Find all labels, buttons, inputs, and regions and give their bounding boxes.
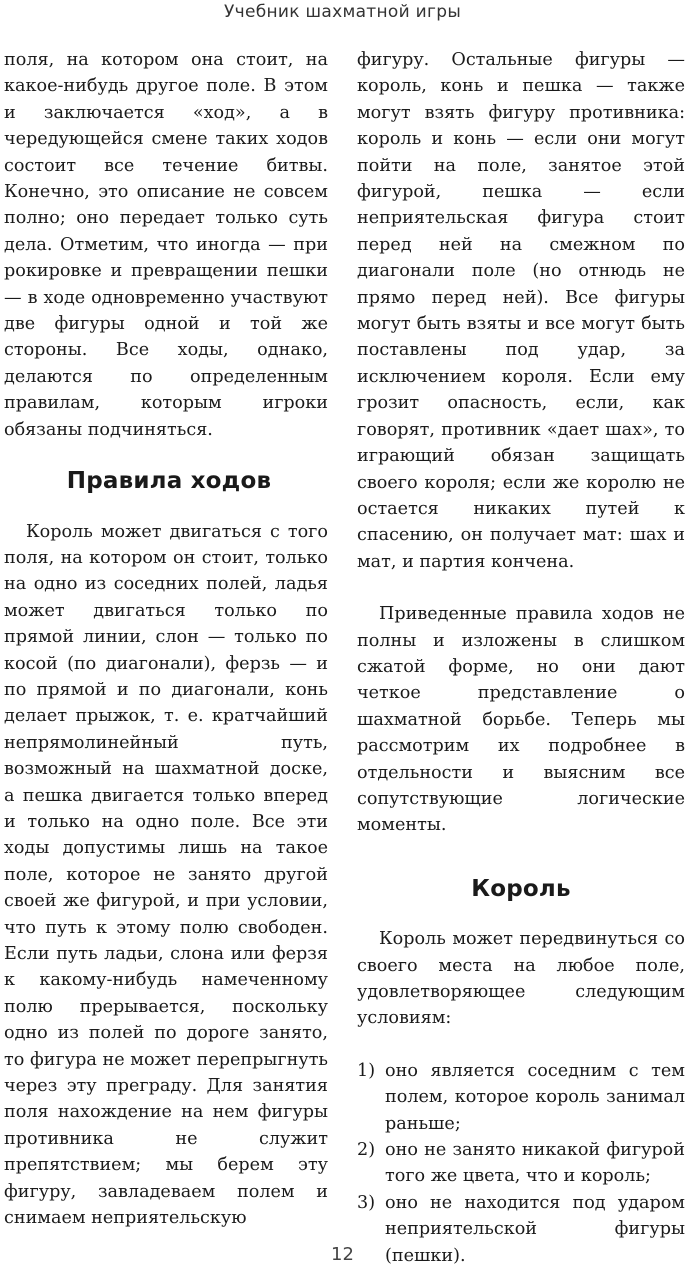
list-item-text: оно не занято никакой фигурой того же цвета, что и король; [385,1140,685,1187]
left-paragraph-continuation: поля, на котором она стоит, на какое-нибудь другое поле. В этом и заключается «ход», а в чередующейся смене таких ходов состоит все течение битвы. Конечно, это описание не совсем полно; оно передает только суть дела. Отметим, что иногда — при рокировке и превращении пешки — в ходе одновременно участвуют две фигуры одной и той же стороны. Все ходы, однако, делаются по определенным правилам, которым игроки обязаны подчиняться. [4,50,328,440]
list-item [357,1137,685,1190]
right-paragraph-king-intro: Король может передвинуться со своего места на любое поле, удовлетворяющее следующим условиям: [357,929,685,1029]
right-column [357,47,685,1269]
section-heading-king: Король [471,875,571,902]
king-conditions-list [357,1058,685,1269]
right-paragraph-continuation: фигуру. Остальные фигуры — король, конь и пешка — также могут взять фигуру противника: король и конь — если они могут пойти на поле, занятое этой фигурой, пешка — если неприятельская фигура стоит перед ней на смежном по диагонали поле (но отнюдь не прямо перед ней). Все фигуры могут быть взяты и все могут быть поставлены под удар, за исключением короля. Если ему грозит опасность, если, как говорят, противник «дает шах», то играющий обязан защищать своего короля; если же королю не остается никаких путей к спасению, он получает мат: шах и мат, и партия кончена. [357,50,685,572]
left-paragraph-move-rules: Король может двигаться с того поля, на котором он стоит, только на одно из соседних полей, ладья может двигаться только по прямой линии, слон — только по косой (по диагонали), ферзь — и по прямой и по диагонали, конь делает прыжок, т. е. кратчайший непрямолинейный путь, возможный на шахматной доске, а пешка двигается только вперед и только на одно поле. Все эти ходы допустимы лишь на такое поле, которое не занято другой своей же фигурой, и при условии, что путь к этому полю свободен. Если путь ладьи, слона или ферзя к какому-нибудь намеченному полю прерывается, поскольку одно из полей по дороге занято, то фигура не может перепрыгнуть через эту преграду. Для занятия поля нахождение на нем фигуры противника не служит препятствием; мы берем эту фигуру, завладеваем полем и снимаем неприятельскую [4,521,328,1229]
list-item-text: оно не находится под ударом неприятельской фигуры (пешки). [385,1192,685,1266]
list-item-number: 3) [357,1192,376,1213]
right-paragraph-summary: Приведенные правила ходов не полны и изложены в слишком сжатой форме, но они дают четкое представление о шахматной борьбе. Теперь мы рассмотрим их подробнее в отдельности и выясним все сопутствующие логические моменты. [357,604,685,836]
left-column [4,47,328,1231]
section-heading-move-rules: Правила ходов [66,468,272,495]
page-number: 12 [331,1244,354,1265]
list-item [357,1058,685,1137]
list-item-number: 1) [357,1060,376,1081]
paragraph-gap [357,1032,685,1058]
list-item-text: оно является соседним с тем полем, которое король занимал раньше; [385,1060,685,1134]
running-header: Учебник шахматной игры [223,2,462,22]
paragraph-gap [357,575,685,601]
list-item-number: 2) [357,1140,376,1161]
